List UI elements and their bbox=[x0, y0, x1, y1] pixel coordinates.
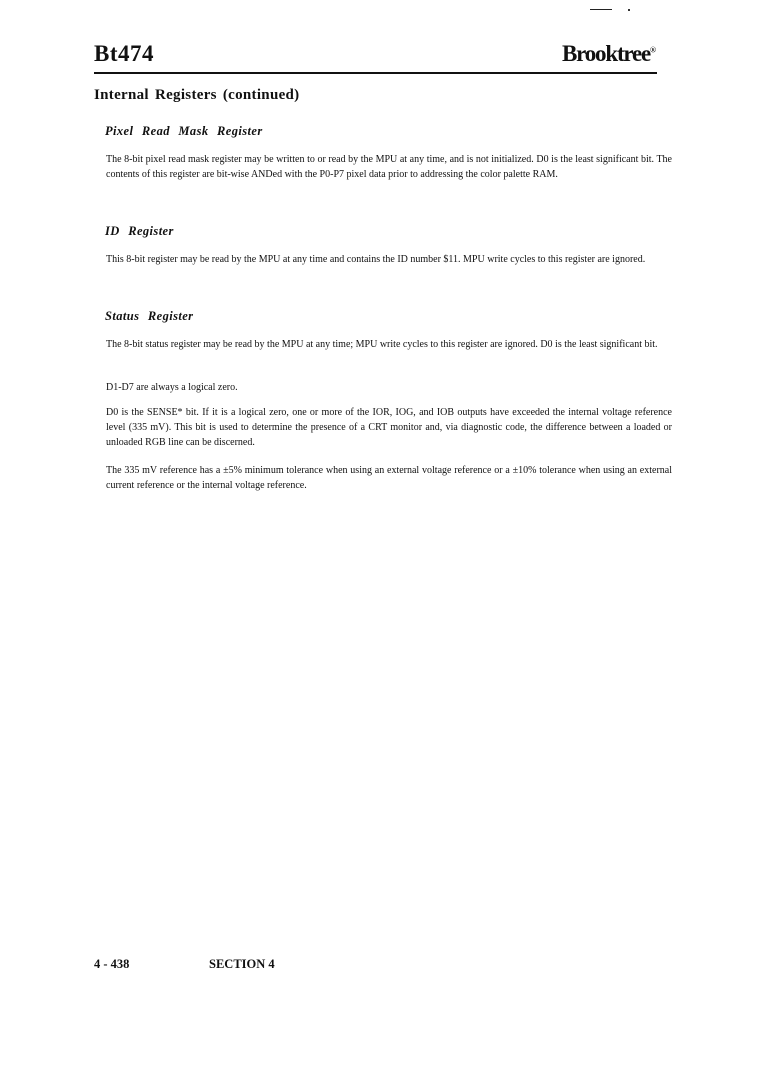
header-rule bbox=[94, 72, 657, 74]
id-register-heading: ID Register bbox=[105, 224, 174, 238]
status-register-paragraph: The 335 mV reference has a ±5% minimum tolerance when using an external voltage reference or a ±10% tolerance when using an external current reference or the internal voltage reference. bbox=[106, 465, 672, 491]
page-number: 4 - 438 bbox=[94, 957, 130, 971]
id-register-text: This 8-bit register may be read by the MPU at any time and contains the ID number $11. MPU write cycles to this register are ignored. bbox=[106, 254, 646, 265]
page-header bbox=[94, 41, 656, 71]
footer-section: SECTION 4 bbox=[209, 957, 275, 971]
part-number: Bt474 bbox=[94, 41, 154, 66]
status-register-heading: Status Register bbox=[105, 309, 194, 323]
section-title: Internal Registers (continued) bbox=[94, 87, 300, 103]
registered-mark: ® bbox=[650, 45, 656, 55]
brand-name: Brooktree bbox=[562, 41, 651, 66]
brand-logo bbox=[562, 41, 656, 67]
status-register-paragraph: D0 is the SENSE* bit. If it is a logical zero, one or more of the IOR, IOG, and IOB outputs have exceeded the internal voltage reference level (335 mV). This bit is used to determine the presence of a CRT monitor and, via diagnostic code, the difference between a loaded or unloaded RGB line can be discerned. bbox=[106, 407, 672, 448]
status-register-paragraph: The 8-bit status register may be read by the MPU at any time; MPU write cycles to this register are ignored. D0 is the least significant bit. bbox=[106, 339, 658, 350]
status-register-paragraph: D1-D7 are always a logical zero. bbox=[106, 382, 238, 393]
pixel-read-mask-heading: Pixel Read Mask Register bbox=[105, 124, 263, 138]
scan-mark-dot bbox=[628, 9, 630, 11]
pixel-read-mask-text: The 8-bit pixel read mask register may be written to or read by the MPU at any time, and is not initialized. D0 is the least significant bit. The contents of this register are bit-wise ANDed with the P0-P7 pixel data prior to addressing the color palette RAM. bbox=[106, 154, 672, 180]
scan-mark-dash bbox=[590, 9, 612, 10]
scan-marks bbox=[590, 9, 640, 13]
